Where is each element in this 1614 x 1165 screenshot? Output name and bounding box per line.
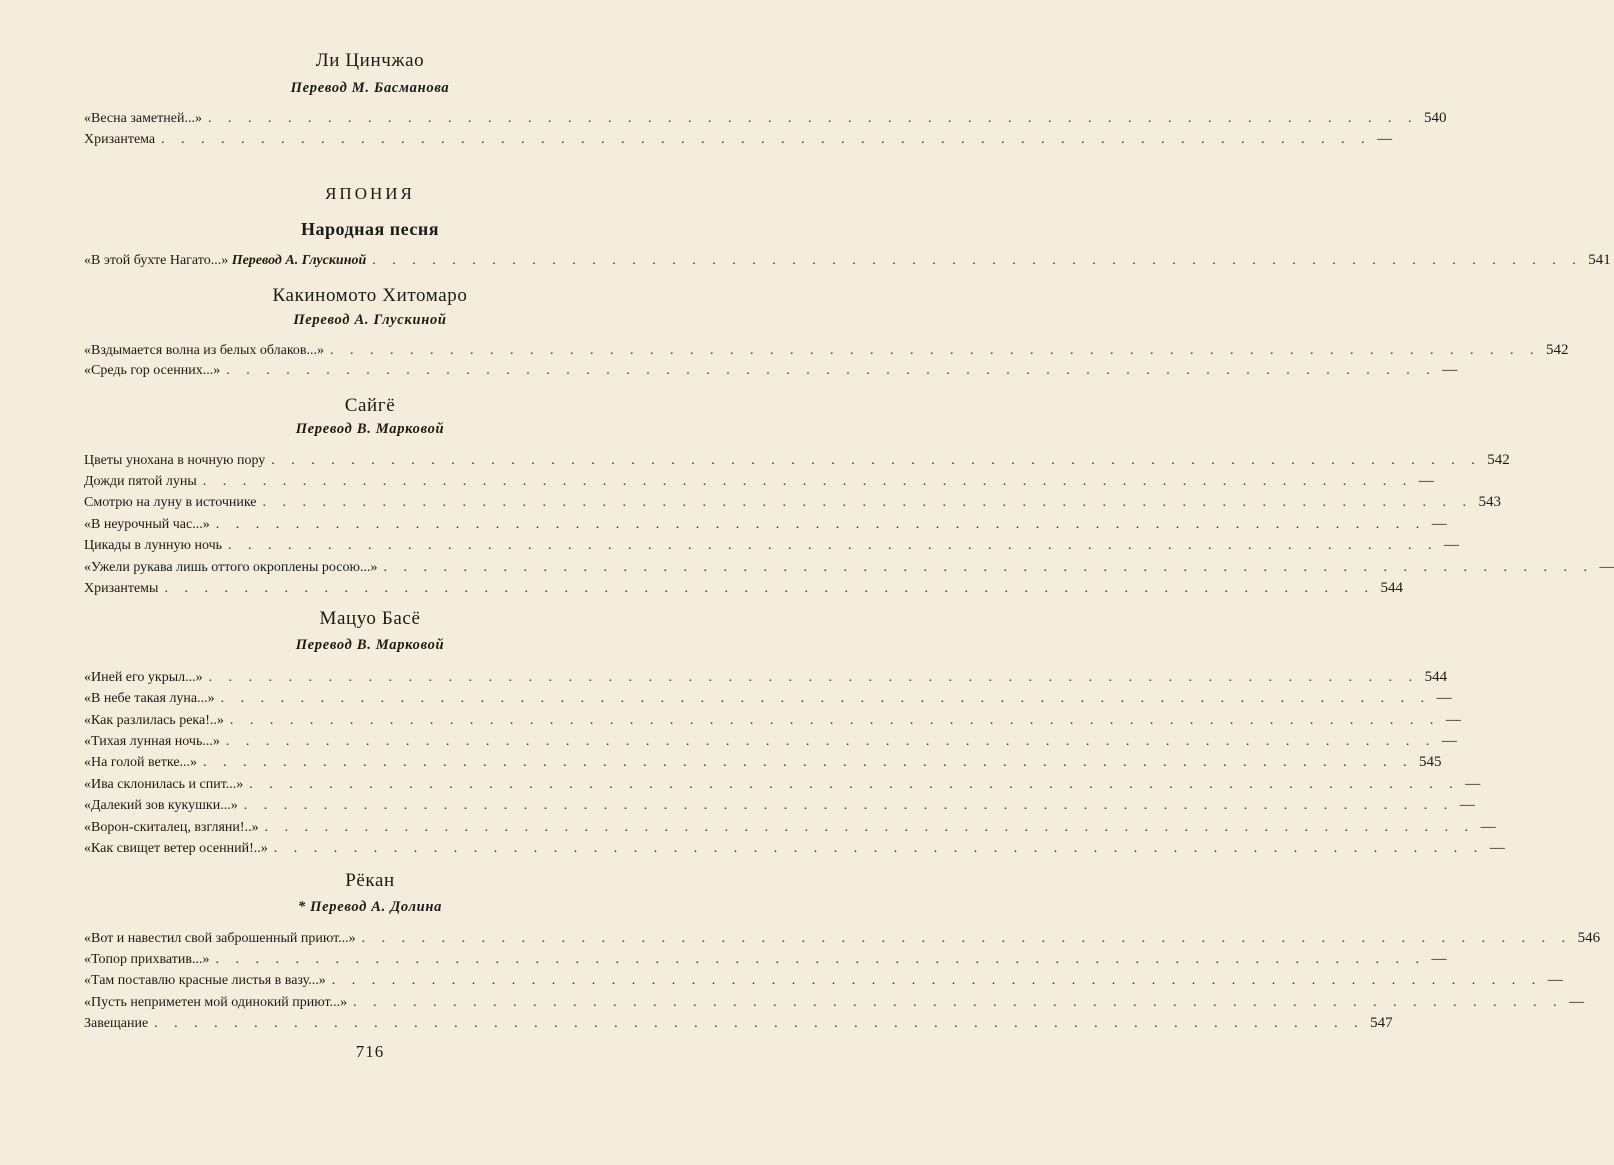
entry-page: — — [1431, 951, 1447, 967]
entry-title-text: «В этой бухте Нагато...» — [84, 253, 229, 268]
toc-entry — [84, 492, 1502, 512]
leader-dots: . . . . . . . . . . . . . . . . . . . . . . . . . . . . . . . . . . . . . . . . . . . . . . . . . . . . . . . . . . . . . — [383, 560, 1594, 575]
entry-page: — — [1547, 972, 1563, 988]
leader-dots: . . . . . . . . . . . . . . . . . . . . . . . . . . . . . . . . . . . . . . . . . . . . . . . . . . . . . . . . . . . . . — [330, 343, 1541, 358]
entry-title: Цикады в лунную ночь — [84, 538, 223, 553]
entry-page: — — [1442, 362, 1458, 378]
toc-entry — [84, 108, 1447, 128]
leader-dots: . . . . . . . . . . . . . . . . . . . . . . . . . . . . . . . . . . . . . . . . . . . . . . . . . . . . . . . . . . . . . — [372, 253, 1583, 268]
translator-line: Перевод М. Басманова — [290, 80, 450, 96]
toc-entry — [84, 731, 1457, 751]
entry-page: 544 — [1380, 580, 1403, 596]
leader-dots: . . . . . . . . . . . . . . . . . . . . . . . . . . . . . . . . . . . . . . . . . . . . . . . . . . . . . . . . . . . . . — [164, 581, 1375, 596]
toc-entry — [84, 340, 1569, 360]
leader-dots: . . . . . . . . . . . . . . . . . . . . . . . . . . . . . . . . . . . . . . . . . . . . . . . . . . . . . . . . . . . . . — [271, 453, 1482, 468]
entry-page: — — [1569, 994, 1585, 1010]
toc-entry — [84, 688, 1452, 708]
toc-entry — [84, 578, 1403, 598]
leader-dots: . . . . . . . . . . . . . . . . . . . . . . . . . . . . . . . . . . . . . . . . . . . . . . . . . . . . . . . . . . . . . — [361, 931, 1572, 946]
leader-dots: . . . . . . . . . . . . . . . . . . . . . . . . . . . . . . . . . . . . . . . . . . . . . . . . . . . . . . . . . . . . . — [273, 841, 1484, 856]
author-heading: Рёкан — [345, 870, 395, 891]
leader-dots: . . . . . . . . . . . . . . . . . . . . . . . . . . . . . . . . . . . . . . . . . . . . . . . . . . . . . . . . . . . . . — [243, 798, 1454, 813]
leader-dots: . . . . . . . . . . . . . . . . . . . . . . . . . . . . . . . . . . . . . . . . . . . . . . . . . . . . . . . . . . . . . — [353, 995, 1564, 1010]
entry-page: — — [1436, 690, 1452, 706]
entry-title: Хризантема — [84, 132, 156, 147]
toc-entry — [84, 471, 1434, 491]
toc-entry — [84, 710, 1461, 730]
toc-entry — [84, 774, 1481, 794]
entry-page: 542 — [1487, 452, 1510, 468]
entry-page: 546 — [1577, 930, 1601, 946]
entry-page: — — [1441, 733, 1457, 749]
entry-title: «Пусть неприметен мой одинокий приют...» — [84, 995, 348, 1010]
translator-line: Перевод В. Марковой — [295, 637, 445, 653]
entry-title: «Средь гор осенних...» — [84, 363, 221, 378]
entry-page: — — [1480, 819, 1496, 835]
entry-page: 540 — [1423, 110, 1447, 126]
inline-translator: Перевод А. Глускиной — [231, 253, 367, 268]
entry-title: «Тихая лунная ночь...» — [84, 734, 220, 749]
leader-dots: . . . . . . . . . . . . . . . . . . . . . . . . . . . . . . . . . . . . . . . . . . . . . . . . . . . . . . . . . . . . . — [154, 1016, 1365, 1031]
country-heading: ЯПОНИЯ — [325, 184, 415, 203]
entry-page: 542 — [1546, 342, 1569, 358]
entry-page: — — [1444, 537, 1460, 553]
entry-page: — — [1599, 559, 1614, 575]
toc-entry — [84, 752, 1442, 772]
entry-title: «На голой ветке...» — [84, 755, 198, 770]
entry-page: — — [1431, 516, 1447, 532]
translator-line: * Перевод А. Долина — [297, 899, 443, 915]
entry-title: «Там поставлю красные листья в вазу...» — [84, 973, 326, 988]
leader-dots: . . . . . . . . . . . . . . . . . . . . . . . . . . . . . . . . . . . . . . . . . . . . . . . . . . . . . . . . . . . . . — [226, 363, 1437, 378]
author-heading: Ли Цинчжао — [315, 50, 425, 71]
toc-entry — [84, 535, 1460, 555]
leader-dots: . . . . . . . . . . . . . . . . . . . . . . . . . . . . . . . . . . . . . . . . . . . . . . . . . . . . . . . . . . . . . — [202, 474, 1413, 489]
entry-title: «Весна заметней...» — [84, 111, 202, 126]
entry-title — [84, 251, 366, 271]
author-heading: Мацуо Басё — [319, 608, 421, 629]
author-heading: Какиномото Хитомаро — [272, 285, 468, 306]
entry-title: Хризантемы — [84, 581, 159, 596]
entry-page: — — [1489, 840, 1505, 856]
entry-title: «В неурочный час...» — [84, 517, 210, 532]
leader-dots: . . . . . . . . . . . . . . . . . . . . . . . . . . . . . . . . . . . . . . . . . . . . . . . . . . . . . . . . . . . . . — [229, 713, 1440, 728]
toc-entry — [84, 928, 1601, 948]
translator-line: Перевод А. Глускиной — [293, 312, 447, 328]
page-number: 716 — [355, 1042, 385, 1061]
section-heading: Народная песня — [301, 219, 439, 239]
entry-title: «В небе такая луна...» — [84, 691, 215, 706]
toc-entry — [84, 1013, 1393, 1033]
toc-entry — [84, 838, 1505, 858]
toc-entry — [84, 992, 1585, 1012]
entry-page: 545 — [1419, 754, 1442, 770]
toc-entry — [84, 557, 1614, 577]
entry-page: 541 — [1588, 252, 1611, 268]
leader-dots: . . . . . . . . . . . . . . . . . . . . . . . . . . . . . . . . . . . . . . . . . . . . . . . . . . . . . . . . . . . . . — [220, 691, 1431, 706]
entry-page: 543 — [1478, 494, 1502, 510]
entry-title: Завещание — [84, 1016, 149, 1031]
entry-title: «Топор прихватив...» — [84, 952, 210, 967]
entry-title: Цветы унохана в ночную пору — [84, 453, 266, 468]
translator-line: Перевод В. Марковой — [295, 421, 445, 437]
leader-dots: . . . . . . . . . . . . . . . . . . . . . . . . . . . . . . . . . . . . . . . . . . . . . . . . . . . . . . . . . . . . . — [264, 820, 1475, 835]
toc-entry — [84, 667, 1448, 687]
toc-entry — [84, 970, 1563, 990]
toc-entry — [84, 514, 1447, 534]
leader-dots: . . . . . . . . . . . . . . . . . . . . . . . . . . . . . . . . . . . . . . . . . . . . . . . . . . . . . . . . . . . . . — [331, 973, 1542, 988]
toc-entry — [84, 129, 1393, 149]
entry-page: 547 — [1370, 1015, 1393, 1031]
leader-dots: . . . . . . . . . . . . . . . . . . . . . . . . . . . . . . . . . . . . . . . . . . . . . . . . . . . . . . . . . . . . . — [203, 755, 1414, 770]
leader-dots: . . . . . . . . . . . . . . . . . . . . . . . . . . . . . . . . . . . . . . . . . . . . . . . . . . . . . . . . . . . . . — [262, 495, 1473, 510]
entry-title: «Вздымается волна из белых облаков...» — [84, 343, 325, 358]
entry-title: «Ворон-скиталец, взгляни!..» — [84, 820, 259, 835]
leader-dots: . . . . . . . . . . . . . . . . . . . . . . . . . . . . . . . . . . . . . . . . . . . . . . . . . . . . . . . . . . . . . — [161, 132, 1372, 147]
entry-title: «Ива склонилась и спит...» — [84, 777, 244, 792]
entry-title: Смотрю на луну в источнике — [84, 495, 257, 510]
entry-title: Дожди пятой луны — [84, 474, 197, 489]
toc-entry — [84, 795, 1475, 815]
entry-title: «Вот и навестил свой заброшенный приют...» — [84, 931, 356, 946]
entry-page: — — [1418, 473, 1434, 489]
leader-dots: . . . . . . . . . . . . . . . . . . . . . . . . . . . . . . . . . . . . . . . . . . . . . . . . . . . . . . . . . . . . . — [225, 734, 1436, 749]
leader-dots: . . . . . . . . . . . . . . . . . . . . . . . . . . . . . . . . . . . . . . . . . . . . . . . . . . . . . . . . . . . . . — [215, 517, 1426, 532]
leader-dots: . . . . . . . . . . . . . . . . . . . . . . . . . . . . . . . . . . . . . . . . . . . . . . . . . . . . . . . . . . . . . — [208, 670, 1419, 685]
toc-entry — [84, 250, 1611, 270]
entry-title: «Ужели рукава лишь оттого окроплены росою...» — [84, 560, 378, 575]
entry-page: — — [1459, 797, 1475, 813]
entry-title: «Иней его укрыл...» — [84, 670, 203, 685]
toc-entry — [84, 817, 1496, 837]
leader-dots: . . . . . . . . . . . . . . . . . . . . . . . . . . . . . . . . . . . . . . . . . . . . . . . . . . . . . . . . . . . . . — [228, 538, 1439, 553]
entry-page: — — [1445, 712, 1461, 728]
entry-page: — — [1377, 131, 1393, 147]
entry-title: «Далекий зов кукушки...» — [84, 798, 238, 813]
author-heading: Сайгё — [344, 395, 396, 416]
entry-page: — — [1465, 776, 1481, 792]
leader-dots: . . . . . . . . . . . . . . . . . . . . . . . . . . . . . . . . . . . . . . . . . . . . . . . . . . . . . . . . . . . . . — [249, 777, 1460, 792]
leader-dots: . . . . . . . . . . . . . . . . . . . . . . . . . . . . . . . . . . . . . . . . . . . . . . . . . . . . . . . . . . . . . — [207, 111, 1418, 126]
toc-entry — [84, 450, 1510, 470]
entry-page: 544 — [1424, 669, 1448, 685]
leader-dots: . . . . . . . . . . . . . . . . . . . . . . . . . . . . . . . . . . . . . . . . . . . . . . . . . . . . . . . . . . . . . — [215, 952, 1426, 967]
entry-title: «Как свищет ветер осенний!..» — [84, 841, 268, 856]
toc-entry — [84, 949, 1447, 969]
toc-entry — [84, 360, 1458, 380]
entry-title: «Как разлилась река!..» — [84, 713, 224, 728]
